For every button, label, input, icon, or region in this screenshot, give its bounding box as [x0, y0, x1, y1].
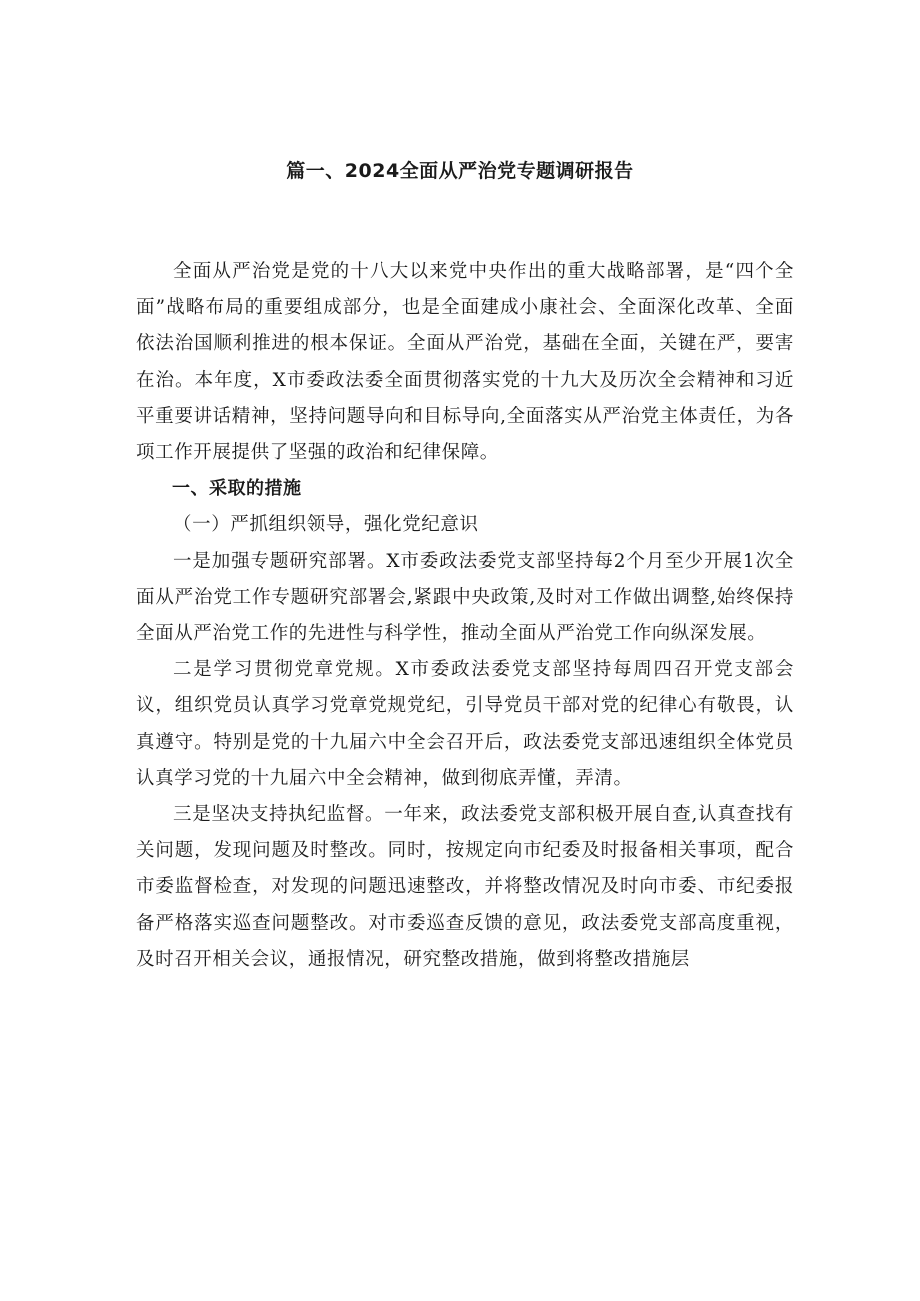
document-body: [136, 254, 794, 978]
subsection-heading-organization: （一）严抓组织领导，强化党纪意识: [173, 514, 479, 536]
paragraph-research-deployment: 一是加强专题研究部署。X市委政法委党支部坚持每2个月至少开展1次全面从严治党工作专题研究部署会,紧跟中央政策,及时对工作做出调整,始终保持全面从严治党工作的先进性与科学性，推动全面从严治党工作向纵深发展。: [136, 550, 794, 645]
intro-paragraph: 全面从严治党是党的十八大以来党中央作出的重大战略部署，是“四个全面”战略布局的重要组成部分，也是全面建成小康社会、全面深化改革、全面依法治国顺利推进的根本保证。全面从严治党，基础在全面，关键在严，要害在治。本年度，X市委政法委全面贯彻落实党的十九大及历次全会精神和习近平重要讲话精神，坚持问题导向和目标导向,全面落实从严治党主体责任，为各项工作开展提供了坚强的政治和纪律保障。: [136, 261, 794, 464]
paragraph-discipline-supervision: 三是坚决支持执纪监督。一年来，政法委党支部积极开展自查,认真查找有关问题，发现问题及时整改。同时，按规定向市纪委及时报备相关事项，配合市委监督检查，对发现的问题迅速整改，并将整改情况及时向市委、市纪委报备严格落实巡查问题整改。对市委巡查反馈的意见，政法委党支部高度重视，及时召开相关会议，通报情况，研究整改措施，做到将整改措施层: [136, 804, 794, 970]
document-title: 篇一、2024全面从严治党专题调研报告: [286, 160, 634, 182]
paragraph-party-rules-study: 二是学习贯彻党章党规。X市委政法委党支部坚持每周四召开党支部会议，组织党员认真学习党章党规党纪，引导党员干部对党的纪律心有敬畏，认真遵守。特别是党的十九届六中全会召开后，政法委党支部迅速组织全体党员认真学习党的十九届六中全会精神，做到彻底弄懂，弄清。: [136, 659, 794, 789]
section-heading-measures: 一、采取的措施: [172, 478, 302, 500]
